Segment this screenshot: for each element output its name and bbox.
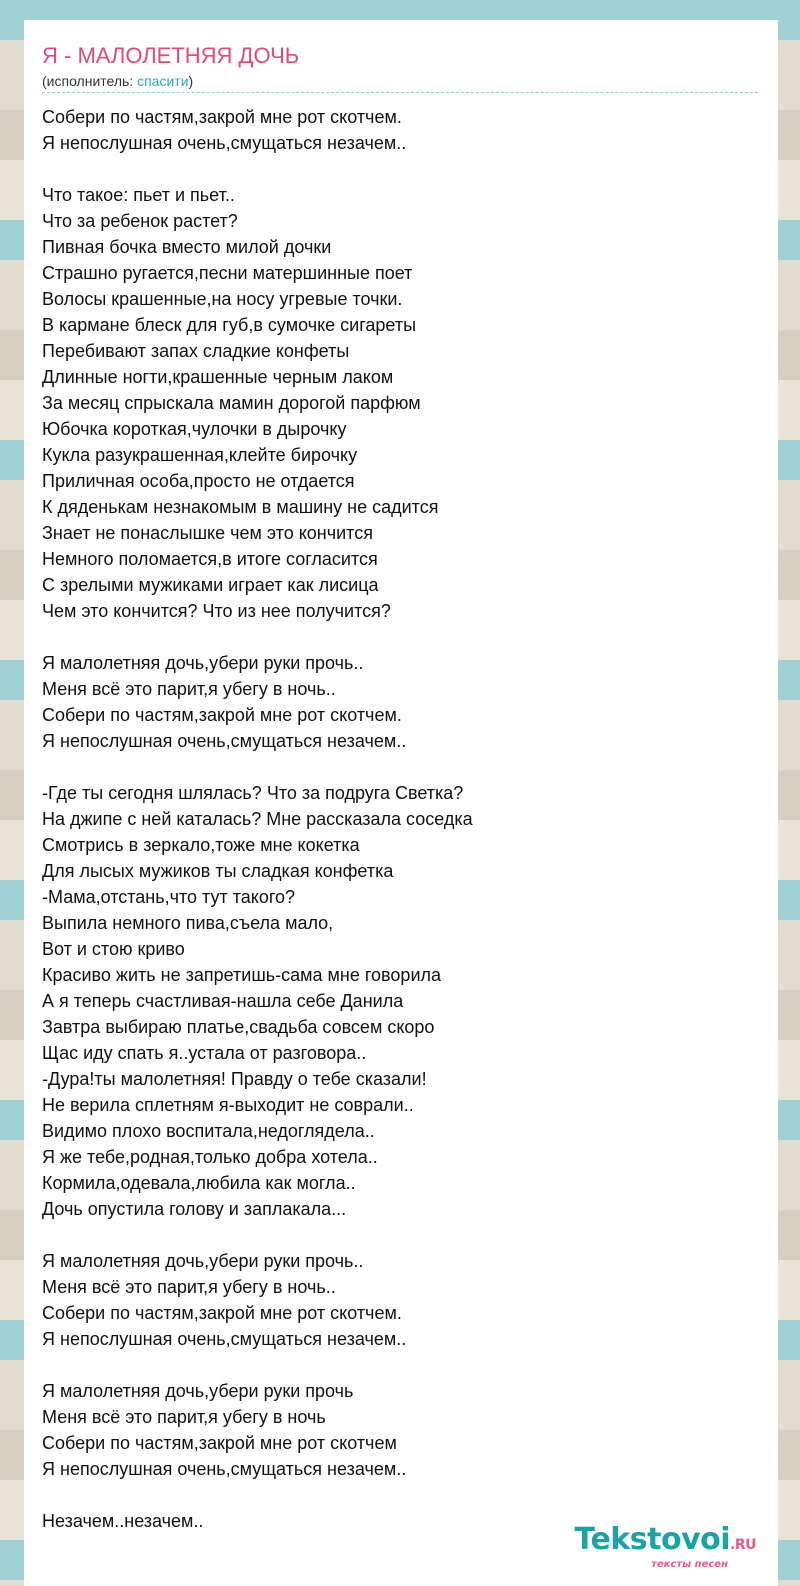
- artist-line: [42, 72, 193, 90]
- title-divider: [42, 92, 758, 93]
- artist-link[interactable]: спасити: [137, 73, 189, 89]
- site-logo[interactable]: [574, 1524, 756, 1570]
- logo-wordmark: [574, 1524, 756, 1561]
- song-title: Я - МАЛОЛЕТНЯЯ ДОЧЬ: [42, 43, 300, 68]
- lyrics-card: [24, 20, 778, 1586]
- artist-prefix: (исполнитель:: [42, 73, 138, 89]
- logo-tld: .RU: [730, 1537, 756, 1553]
- artist-suffix: ): [188, 73, 194, 89]
- lyrics-text: Собери по частям,закрой мне рот скотчем. Я непослушная очень,смущаться незачем.. Что такое: пьет и пьет.. Что за ребенок растет? Пивная бочка вместо милой дочки Страшно ругается,песни матершинные поет Волосы крашенные,на носу угревые точки. В кармане блеск для губ,в сумочке сигареты Перебивают запах сладкие конфеты Длинные ногти,крашенные черным лаком За месяц спрыскала мамин дорогой парфюм Юбочка короткая,чулочки в дырочку Кукла разукрашенная,клейте бирочку Приличная особа,просто не отдается К дяденькам незнакомым в машину не садится Знает не понаслышке чем это кончится Немного поломается,в итоге согласится С зрелыми мужиками играет как лисица Чем это кончится? Что из нее получится? Я малолетняя дочь,убери руки прочь.. Меня всё это парит,я убегу в ночь.. Собери по частям,закрой мне рот скотчем. Я непослушная очень,смущаться незачем.. -Где ты сегодня шлялась? Что за подруга Светка? На джипе с ней каталась? Мне рассказала соседка Смотрись в зеркало,тоже мне кокетка Для лысых мужиков ты сладкая конфетка -Мама,отстань,что тут такого? Выпила немного пива,съела мало, Вот и стою криво Красиво жить не запретишь-сама мне говорила А я теперь счастливая-нашла себе Данила Завтра выбираю платье,свадьба совсем скоро Щас иду спать я..устала от разговора.. -Дура!ты малолетняя! Правду о тебе сказали! Не верила сплетням я-выходит не соврали.. Видимо плохо воспитала,недоглядела.. Я же тебе,родная,только добра хотела.. Кормила,одевала,любила как могла.. Дочь опустила голову и заплакала... Я малолетняя дочь,убери руки прочь.. Меня всё это парит,я убегу в ночь.. Собери по частям,закрой мне рот скотчем. Я непослушная очень,смущаться незачем.. Я малолетняя дочь,убери руки прочь Меня всё это парит,я убегу в ночь Собери по частям,закрой мне рот скотчем Я непослушная очень,смущаться незачем.. Незачем..незачем..: [42, 107, 473, 1531]
- logo-name: Tekstovoi: [574, 1522, 731, 1557]
- logo-tagline: тексты песен: [651, 1559, 728, 1570]
